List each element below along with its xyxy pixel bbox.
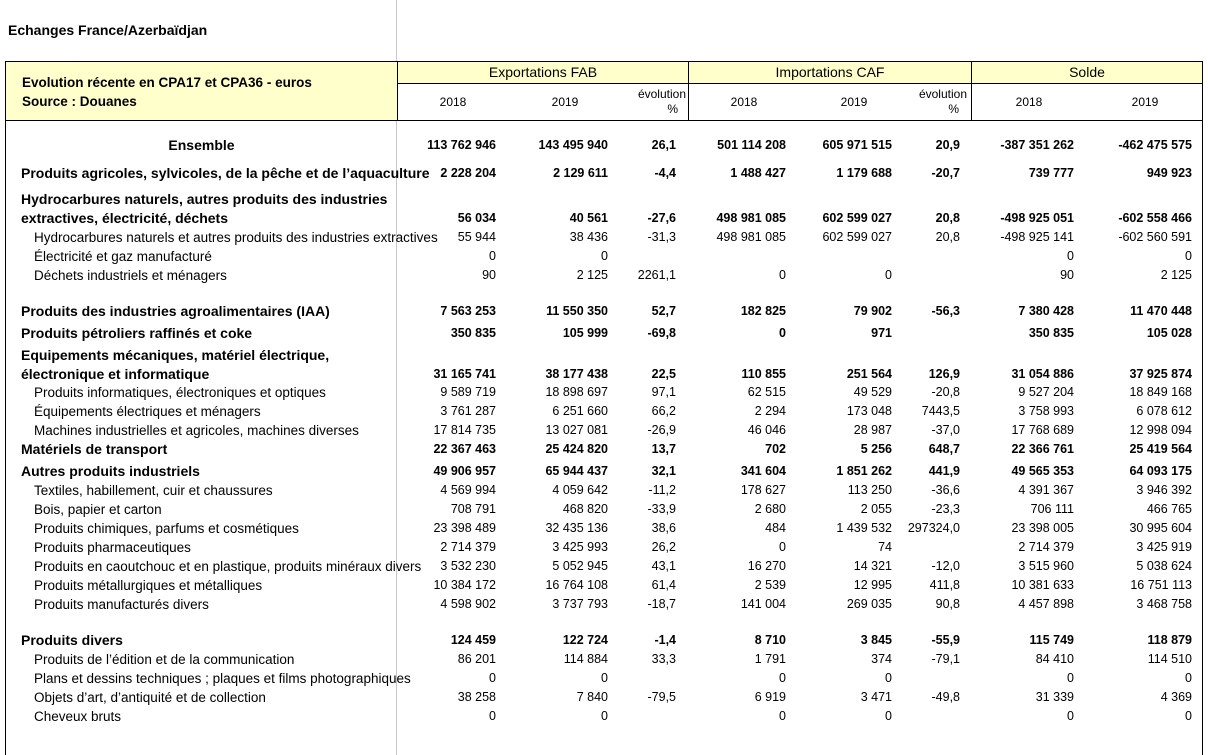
balance-2018-cell: -387 351 262 <box>1000 138 1074 152</box>
row-label: Produits manufacturés divers <box>34 597 209 612</box>
imports-2019-cell: 14 321 <box>853 559 892 573</box>
balance-2018-cell: 706 111 <box>1030 502 1074 516</box>
imports-header <box>689 62 972 120</box>
balance-2018-cell: 9 527 204 <box>1018 385 1074 399</box>
imports-2018-cell: 2 680 <box>754 502 786 516</box>
row-label: Produits de l’édition et de la communication <box>34 652 295 667</box>
exports-2018-cell: 49 906 957 <box>433 464 496 478</box>
imports-2018-cell: 341 604 <box>740 464 786 478</box>
exports-evolution-cell: 26,1 <box>651 138 676 152</box>
balance-2019-cell: -602 560 591 <box>1118 230 1192 244</box>
exports-2018-cell: 4 598 902 <box>440 597 496 611</box>
table-row <box>6 266 1202 285</box>
exports-evolution-cell: 22,5 <box>651 367 676 381</box>
imports-2019-cell: 0 <box>885 709 892 723</box>
imports-2019-cell: 5 256 <box>860 442 892 456</box>
balance-2018-cell: 0 <box>1067 671 1074 685</box>
balance-2019-cell: 949 923 <box>1146 166 1192 180</box>
exports-2019-cell: 13 027 081 <box>545 423 608 437</box>
table-row <box>6 247 1202 266</box>
balance-2018-cell: 0 <box>1067 249 1074 263</box>
table-row <box>6 462 1202 481</box>
evolution-label: évolution <box>637 87 686 101</box>
table-row <box>6 228 1202 247</box>
imports-evolution-cell: 648,7 <box>928 442 960 456</box>
balance-2018-cell: 49 565 353 <box>1011 464 1074 478</box>
imports-evolution-cell: -79,1 <box>931 652 960 666</box>
exports-evolution-cell: -69,8 <box>647 326 676 340</box>
row-label: Machines industrielles et agricoles, machines diverses <box>34 423 359 438</box>
imports-2018-cell: 178 627 <box>740 483 786 497</box>
exports-2019-cell: 2 129 611 <box>553 166 608 180</box>
balance-2019-cell: 0 <box>1185 249 1192 263</box>
exports-2018-cell: 7 563 253 <box>440 304 496 318</box>
imports-2019-cell: 1 851 262 <box>836 464 892 478</box>
balance-2019-cell: 114 510 <box>1147 652 1192 666</box>
imports-2019-cell: 374 <box>871 652 892 666</box>
exports-evolution-cell: 33,3 <box>651 652 676 666</box>
exports-2018-cell: 2 228 204 <box>440 166 496 180</box>
imports-2018-cell: 110 855 <box>741 367 786 381</box>
imports-2019-cell: 1 439 532 <box>836 521 892 535</box>
imports-evolution-header <box>901 84 967 120</box>
exports-2018-cell: 23 398 489 <box>433 521 496 535</box>
imports-2019-cell: 12 995 <box>853 578 892 592</box>
row-label: Cheveux bruts <box>34 709 122 724</box>
exports-2019-cell: 32 435 136 <box>545 521 608 535</box>
table-row <box>6 440 1202 459</box>
exports-evolution-cell: -31,3 <box>647 230 676 244</box>
imports-evolution-cell: -20,7 <box>931 166 960 180</box>
exports-2018-cell: 113 762 946 <box>427 138 496 152</box>
exports-evolution-cell: 2261,1 <box>637 268 676 282</box>
exports-2019-cell: 38 177 438 <box>545 367 608 381</box>
balance-2018-header: 2018 <box>1015 95 1043 109</box>
exports-2019-cell: 18 898 697 <box>545 385 608 399</box>
exports-2019-cell: 38 436 <box>569 230 608 244</box>
imports-2018-cell: 498 981 085 <box>716 230 786 244</box>
balance-2019-cell: 0 <box>1185 709 1192 723</box>
table-row <box>6 519 1202 538</box>
table-row <box>6 576 1202 595</box>
balance-2018-cell: 7 380 428 <box>1018 304 1074 318</box>
exports-evolution-cell: 32,1 <box>651 464 676 478</box>
balance-2019-cell: 0 <box>1185 671 1192 685</box>
balance-2019-cell: -602 558 466 <box>1118 211 1192 225</box>
table-row <box>6 190 1202 228</box>
exports-2019-cell: 65 944 437 <box>545 464 608 478</box>
imports-2018-cell: 8 710 <box>754 633 786 647</box>
row-label: Produits pharmaceutiques <box>34 540 191 555</box>
imports-2019-header: 2019 <box>840 95 868 109</box>
imports-evolution-cell: 297324,0 <box>907 521 960 535</box>
balance-2018-cell: -498 925 141 <box>1000 230 1074 244</box>
table-row <box>6 669 1202 688</box>
row-label: Produits agricoles, sylvicoles, de la pêche et de l’aquaculture <box>21 165 430 181</box>
balance-2018-cell: 23 398 005 <box>1011 521 1074 535</box>
exports-2019-cell: 468 820 <box>562 502 608 516</box>
exports-2018-cell: 350 835 <box>450 326 496 340</box>
exports-2018-cell: 708 791 <box>450 502 496 516</box>
imports-2019-cell: 1 179 688 <box>836 166 892 180</box>
table-row <box>6 650 1202 669</box>
table-row <box>6 324 1202 343</box>
evolution-label: évolution <box>918 87 967 101</box>
exports-2019-cell: 143 495 940 <box>538 138 608 152</box>
balance-2019-cell: 6 078 612 <box>1136 404 1192 418</box>
balance-2019-cell: 105 028 <box>1146 326 1192 340</box>
exports-2018-cell: 0 <box>489 249 496 263</box>
imports-2019-cell: 173 048 <box>846 404 892 418</box>
imports-2018-cell: 16 270 <box>747 559 786 573</box>
exports-2019-cell: 5 052 945 <box>552 559 608 573</box>
imports-2019-cell: 113 250 <box>847 483 892 497</box>
imports-2018-cell: 501 114 208 <box>717 138 786 152</box>
exports-evolution-cell: -33,9 <box>647 502 676 516</box>
exports-2019-cell: 2 125 <box>576 268 608 282</box>
imports-2019-cell: 251 564 <box>846 367 892 381</box>
imports-2018-cell: 0 <box>779 540 786 554</box>
table-row <box>6 346 1202 384</box>
exports-2018-cell: 31 165 741 <box>433 367 496 381</box>
row-label: Déchets industriels et ménagers <box>34 268 227 283</box>
exports-2018-header: 2018 <box>439 95 467 109</box>
balance-2019-cell: 4 369 <box>1160 690 1192 704</box>
imports-evolution-cell: 441,9 <box>928 464 960 478</box>
table-row <box>6 557 1202 576</box>
imports-2019-cell: 605 971 515 <box>822 138 892 152</box>
page-title: Echanges France/Azerbaïdjan <box>8 22 208 38</box>
imports-2019-cell: 28 987 <box>853 423 892 437</box>
table-row <box>6 136 1202 155</box>
exports-2018-cell: 90 <box>482 268 496 282</box>
imports-2018-cell: 6 919 <box>754 690 786 704</box>
table-row <box>6 383 1202 402</box>
balance-2019-cell: 466 765 <box>1146 502 1192 516</box>
balance-2018-cell: 0 <box>1067 709 1074 723</box>
row-label: Produits informatiques, électroniques et optiques <box>34 385 326 400</box>
exports-2019-cell: 114 884 <box>563 652 608 666</box>
row-label: Produits chimiques, parfums et cosmétiques <box>34 521 299 536</box>
exports-evolution-cell: 52,7 <box>651 304 676 318</box>
imports-2018-cell: 0 <box>779 326 786 340</box>
exports-2019-cell: 6 251 660 <box>552 404 608 418</box>
row-label: Produits divers <box>21 632 123 648</box>
imports-2018-cell: 2 294 <box>754 404 786 418</box>
balance-2019-cell: 5 038 624 <box>1136 559 1192 573</box>
table-row <box>6 481 1202 500</box>
balance-2018-cell: 350 835 <box>1028 326 1074 340</box>
row-label: Produits pétroliers raffinés et coke <box>21 325 253 341</box>
imports-2019-cell: 0 <box>885 268 892 282</box>
exports-2019-cell: 25 424 820 <box>545 442 608 456</box>
row-label: Produits métallurgiques et métalliques <box>34 578 263 593</box>
exports-evolution-cell: -26,9 <box>647 423 676 437</box>
imports-2018-cell: 498 981 085 <box>716 211 786 225</box>
exports-2019-cell: 105 999 <box>562 326 608 340</box>
exports-2018-cell: 124 459 <box>450 633 496 647</box>
imports-2019-cell: 0 <box>885 671 892 685</box>
balance-2019-cell: -462 475 575 <box>1118 138 1192 152</box>
table-row <box>6 302 1202 321</box>
balance-2019-cell: 37 925 874 <box>1129 367 1192 381</box>
balance-2019-cell: 11 470 448 <box>1130 304 1192 318</box>
exports-2018-cell: 10 384 172 <box>433 578 496 592</box>
row-label: Hydrocarbures naturels, autres produits des industries extractives, électricité, déchets <box>21 191 388 226</box>
row-label: Matériels de transport <box>21 441 168 457</box>
imports-evolution-cell: 90,8 <box>935 597 960 611</box>
exports-2018-cell: 86 201 <box>457 652 496 666</box>
row-label: Equipements mécaniques, matériel électrique, électronique et informatique <box>21 347 330 382</box>
imports-2018-cell: 0 <box>779 709 786 723</box>
imports-2019-cell: 971 <box>871 326 892 340</box>
balance-2019-cell: 3 468 758 <box>1136 597 1192 611</box>
balance-2019-cell: 16 751 113 <box>1130 578 1192 592</box>
table-row <box>6 688 1202 707</box>
imports-evolution-cell: 126,9 <box>928 367 960 381</box>
exports-evolution-cell: -27,6 <box>647 211 676 225</box>
balance-2019-cell: 12 998 094 <box>1129 423 1192 437</box>
imports-evolution-cell: 411,8 <box>929 578 960 592</box>
exports-evolution-cell: -11,2 <box>648 483 676 497</box>
imports-2019-cell: 602 599 027 <box>822 211 892 225</box>
imports-2019-cell: 49 529 <box>853 385 892 399</box>
exports-evolution-cell: -79,5 <box>647 690 676 704</box>
balance-2018-cell: 84 410 <box>1035 652 1074 666</box>
imports-evolution-cell: -36,6 <box>931 483 960 497</box>
exports-2018-cell: 22 367 463 <box>433 442 496 456</box>
imports-2019-cell: 79 902 <box>853 304 892 318</box>
imports-2018-cell: 484 <box>765 521 786 535</box>
row-label: Électricité et gaz manufacturé <box>34 249 212 264</box>
balance-2019-cell: 118 879 <box>1147 633 1192 647</box>
row-label: Textiles, habillement, cuir et chaussures <box>34 483 273 498</box>
imports-2019-cell: 602 599 027 <box>822 230 892 244</box>
balance-2019-cell: 64 093 175 <box>1129 464 1192 478</box>
row-label: Bois, papier et carton <box>34 502 162 517</box>
exports-evolution-cell: 13,7 <box>651 442 676 456</box>
balance-2018-cell: 31 054 886 <box>1011 367 1074 381</box>
imports-evolution-cell: -12,0 <box>931 559 960 573</box>
exports-header <box>398 62 689 120</box>
imports-2018-cell: 1 488 427 <box>730 166 786 180</box>
balance-2019-header: 2019 <box>1131 95 1159 109</box>
exports-2019-cell: 0 <box>601 671 608 685</box>
imports-2018-cell: 46 046 <box>747 423 786 437</box>
imports-title: Importations CAF <box>689 62 971 84</box>
imports-2018-cell: 702 <box>765 442 786 456</box>
exports-2019-cell: 122 724 <box>562 633 608 647</box>
imports-2018-cell: 0 <box>779 671 786 685</box>
balance-2018-cell: -498 925 051 <box>1000 211 1074 225</box>
table-row <box>6 164 1202 183</box>
exports-2019-cell: 11 550 350 <box>546 304 608 318</box>
balance-2018-cell: 17 768 689 <box>1011 423 1074 437</box>
table-row <box>6 500 1202 519</box>
exports-evolution-cell: -1,4 <box>654 633 676 647</box>
balance-2019-cell: 2 125 <box>1160 268 1192 282</box>
exports-2019-cell: 4 059 642 <box>552 483 608 497</box>
percent-label: % <box>948 102 959 116</box>
balance-2018-cell: 22 366 761 <box>1011 442 1074 456</box>
balance-2018-cell: 90 <box>1060 268 1074 282</box>
exports-2019-cell: 3 425 993 <box>552 540 608 554</box>
balance-2018-cell: 4 457 898 <box>1018 597 1074 611</box>
exports-evolution-header <box>620 84 686 120</box>
exports-2018-cell: 4 569 994 <box>440 483 496 497</box>
imports-2018-cell: 62 515 <box>747 385 786 399</box>
imports-evolution-cell: 7443,5 <box>921 404 960 418</box>
exports-2018-cell: 3 532 230 <box>440 559 496 573</box>
exports-evolution-cell: 38,6 <box>651 521 676 535</box>
header-caption-line1: Evolution récente en CPA17 et CPA36 - euros <box>22 75 312 90</box>
exports-2018-cell: 9 589 719 <box>440 385 496 399</box>
balance-2018-cell: 4 391 367 <box>1018 483 1074 497</box>
exports-evolution-cell: -4,4 <box>654 166 676 180</box>
imports-evolution-cell: -20,8 <box>931 385 960 399</box>
exports-2018-cell: 0 <box>489 709 496 723</box>
row-label: Équipements électriques et ménagers <box>34 404 261 419</box>
balance-2018-cell: 31 339 <box>1035 690 1074 704</box>
exports-2018-cell: 17 814 735 <box>433 423 496 437</box>
balance-2019-cell: 3 425 919 <box>1136 540 1192 554</box>
exports-evolution-cell: 61,4 <box>651 578 676 592</box>
exports-evolution-cell: 66,2 <box>651 404 676 418</box>
exports-title: Exportations FAB <box>398 62 688 84</box>
exports-2019-header: 2019 <box>551 95 579 109</box>
row-label: Hydrocarbures naturels et autres produits des industries extractives <box>34 230 438 245</box>
balance-2019-cell: 18 849 168 <box>1129 385 1192 399</box>
imports-2018-cell: 141 004 <box>740 597 786 611</box>
exports-2019-cell: 7 840 <box>576 690 608 704</box>
exports-evolution-cell: 26,2 <box>651 540 676 554</box>
row-label: Ensemble <box>168 137 235 153</box>
row-label: Objets d’art, d’antiquité et de collection <box>34 690 266 705</box>
balance-header <box>972 62 1202 120</box>
balance-2018-cell: 3 758 993 <box>1018 404 1074 418</box>
imports-2018-cell: 2 539 <box>754 578 786 592</box>
data-table <box>5 121 1203 755</box>
imports-2019-cell: 2 055 <box>860 502 892 516</box>
exports-2018-cell: 38 258 <box>457 690 496 704</box>
percent-label: % <box>667 102 678 116</box>
imports-evolution-cell: -55,9 <box>931 633 960 647</box>
imports-2019-cell: 269 035 <box>846 597 892 611</box>
imports-2019-cell: 3 845 <box>860 633 892 647</box>
exports-2018-cell: 3 761 287 <box>440 404 496 418</box>
table-header <box>5 61 1203 121</box>
imports-evolution-cell: 20,8 <box>935 211 960 225</box>
imports-2018-cell: 1 791 <box>754 652 786 666</box>
imports-evolution-cell: 20,8 <box>935 230 960 244</box>
exports-2019-cell: 0 <box>601 709 608 723</box>
header-caption <box>6 62 398 120</box>
exports-2019-cell: 0 <box>601 249 608 263</box>
row-label: Autres produits industriels <box>21 463 200 479</box>
imports-evolution-cell: 20,9 <box>935 138 960 152</box>
imports-evolution-cell: -23,3 <box>931 502 960 516</box>
table-row <box>6 402 1202 421</box>
row-label: Produits en caoutchouc et en plastique, produits minéraux divers <box>34 559 422 574</box>
table-row <box>6 595 1202 614</box>
exports-2019-cell: 3 737 793 <box>552 597 608 611</box>
exports-evolution-cell: -18,7 <box>647 597 676 611</box>
balance-2018-cell: 10 381 633 <box>1011 578 1074 592</box>
balance-2019-cell: 25 419 564 <box>1129 442 1192 456</box>
imports-evolution-cell: -37,0 <box>931 423 960 437</box>
exports-2018-cell: 0 <box>489 671 496 685</box>
table-row <box>6 538 1202 557</box>
balance-title: Solde <box>972 62 1202 84</box>
imports-2018-cell: 182 825 <box>740 304 786 318</box>
table-row <box>6 707 1202 726</box>
row-label: Plans et dessins techniques ; plaques et films photographiques <box>34 671 411 686</box>
balance-2018-cell: 2 714 379 <box>1018 540 1074 554</box>
table-row <box>6 421 1202 440</box>
imports-2018-cell: 0 <box>779 268 786 282</box>
imports-evolution-cell: -56,3 <box>931 304 960 318</box>
balance-2018-cell: 3 515 960 <box>1018 559 1074 573</box>
table-row <box>6 631 1202 650</box>
exports-2019-cell: 16 764 108 <box>545 578 608 592</box>
exports-2018-cell: 56 034 <box>457 211 496 225</box>
row-label: Produits des industries agroalimentaires (IAA) <box>21 303 330 319</box>
header-caption-source: Source : Douanes <box>22 94 137 109</box>
exports-2018-cell: 2 714 379 <box>440 540 496 554</box>
imports-2019-cell: 3 471 <box>860 690 892 704</box>
balance-2018-cell: 115 749 <box>1029 633 1074 647</box>
imports-evolution-cell: -49,8 <box>931 690 960 704</box>
balance-2018-cell: 739 777 <box>1028 166 1074 180</box>
imports-2018-header: 2018 <box>730 95 758 109</box>
exports-2019-cell: 40 561 <box>569 211 608 225</box>
exports-evolution-cell: 97,1 <box>651 385 676 399</box>
exports-2018-cell: 55 944 <box>457 230 496 244</box>
balance-2019-cell: 3 946 392 <box>1136 483 1192 497</box>
balance-2019-cell: 30 995 604 <box>1129 521 1192 535</box>
imports-2019-cell: 74 <box>878 540 892 554</box>
exports-evolution-cell: 43,1 <box>651 559 676 573</box>
